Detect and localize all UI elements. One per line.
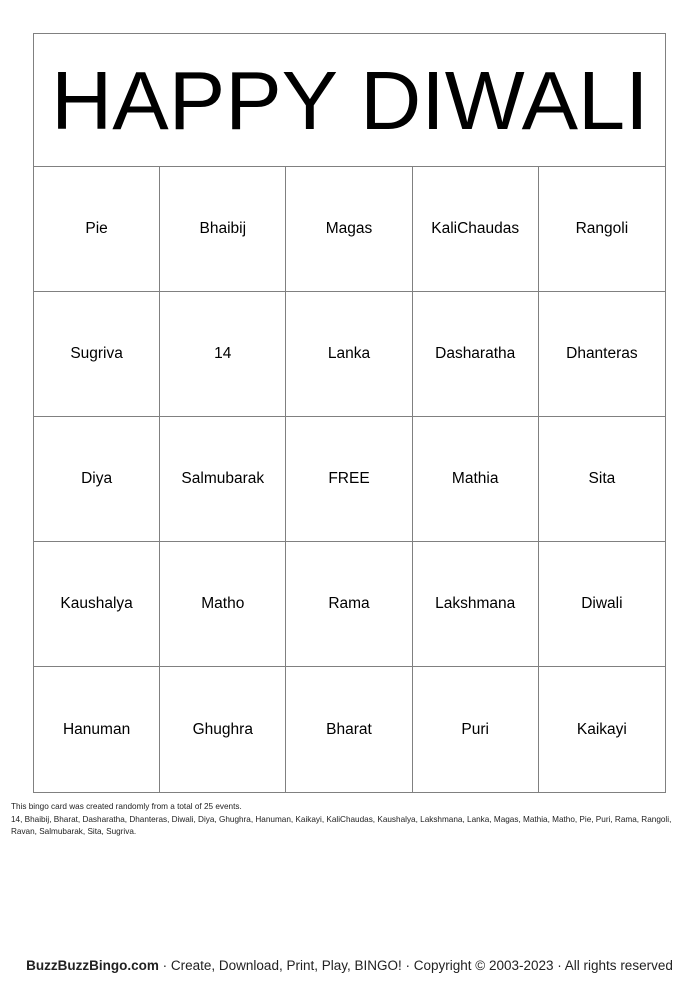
- bingo-cell[interactable]: Sita: [539, 417, 665, 542]
- footer-brand[interactable]: BuzzBuzzBingo.com: [26, 958, 159, 973]
- bingo-cell[interactable]: Rangoli: [539, 167, 665, 292]
- bingo-grid: [34, 167, 665, 792]
- bingo-cell[interactable]: Kaikayi: [576, 720, 627, 738]
- bingo-cell[interactable]: Magas: [286, 167, 412, 292]
- bingo-cell[interactable]: Kaushalya: [34, 542, 160, 667]
- bingo-cell[interactable]: Dhanteras: [539, 292, 665, 417]
- bingo-cell[interactable]: 14: [160, 292, 286, 417]
- bingo-cell[interactable]: KaliChaudas: [413, 167, 539, 292]
- bingo-cell[interactable]: Lakshmana: [413, 542, 539, 667]
- bingo-cell[interactable]: Matho: [160, 542, 286, 667]
- page-title: HAPPY DIWALI: [50, 53, 649, 147]
- fineprint: [11, 801, 687, 839]
- footer: [0, 958, 699, 973]
- bingo-cell[interactable]: Lanka: [286, 292, 412, 417]
- bingo-cell[interactable]: Dasharatha: [413, 292, 539, 417]
- bingo-cell[interactable]: Diwali: [539, 542, 665, 667]
- bingo-cell[interactable]: Diya: [34, 417, 160, 542]
- bingo-cell[interactable]: Pie: [34, 167, 160, 292]
- bingo-cell[interactable]: Bhaibij: [160, 167, 286, 292]
- footer-separator: ·: [401, 958, 414, 973]
- footer-separator: ·: [158, 958, 171, 973]
- footer-tagline: Create, Download, Print, Play, BINGO!: [170, 958, 402, 973]
- bingo-cell[interactable]: Bharat: [286, 667, 412, 792]
- footer-rights: All rights reserved: [564, 958, 673, 973]
- fineprint-summary: This bingo card was created randomly from a total of 25 events.: [11, 802, 242, 811]
- bingo-cell[interactable]: Sugriva: [34, 292, 160, 417]
- bingo-cell[interactable]: Rama: [286, 542, 412, 667]
- fineprint-word-list: 14, Bhaibij, Bharat, Dasharatha, Dhanteras, Diwali, Diya, Ghughra, Hanuman, Kaikayi, KaliChaudas, Kaushalya, Lakshmana, Lanka, Magas, Mathia, Matho, Pie, Puri, Rama, Rangoli, Ravan, Salmubarak, Sita, Sugriva.: [11, 814, 672, 837]
- bingo-cell[interactable]: Ghughra: [160, 667, 286, 792]
- bingo-cell[interactable]: Hanuman: [34, 667, 160, 792]
- bingo-cell-free[interactable]: FREE: [286, 417, 412, 542]
- footer-separator: ·: [553, 958, 565, 973]
- bingo-cell[interactable]: Puri: [413, 667, 539, 792]
- bingo-cell[interactable]: Mathia: [413, 417, 539, 542]
- footer-copyright: Copyright © 2003-2023: [413, 958, 554, 973]
- bingo-cell[interactable]: Salmubarak: [160, 417, 286, 542]
- bingo-card: [33, 33, 666, 793]
- card-title-band: [34, 34, 665, 167]
